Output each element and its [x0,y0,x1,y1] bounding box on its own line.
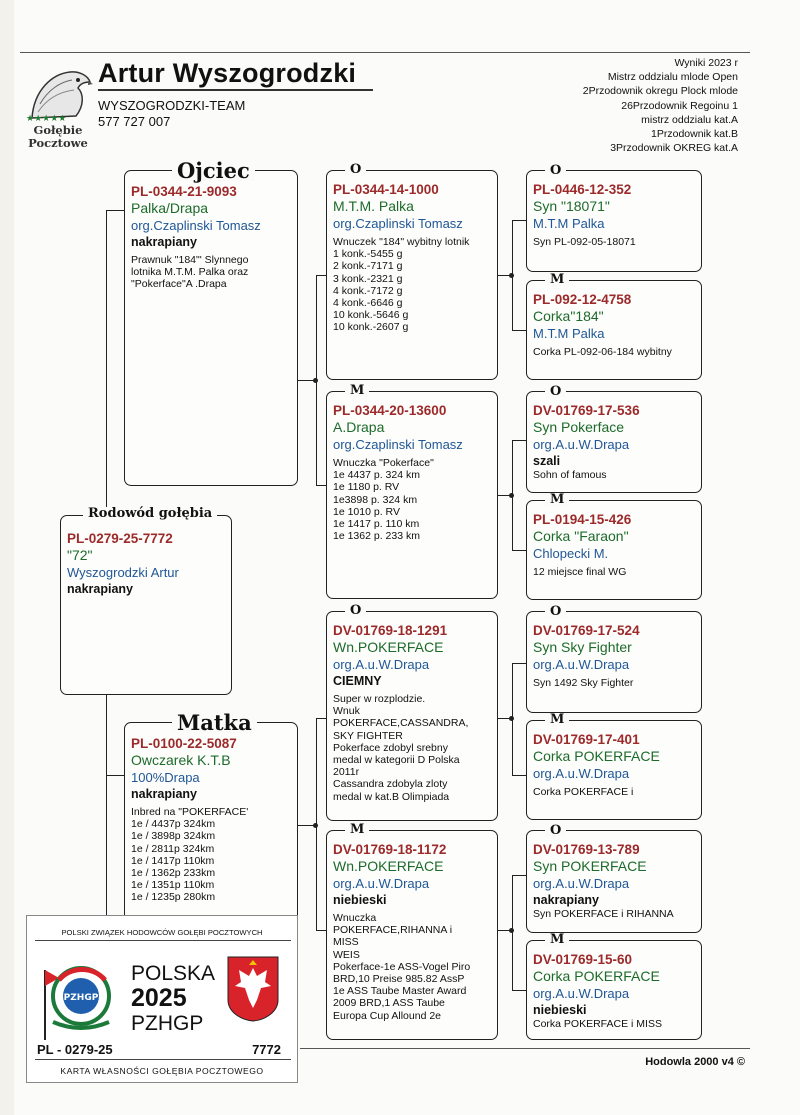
connector-line [512,220,526,221]
card-org-title: POLSKI ZWIĄZEK HODOWCÓW GOŁĘBI POCZTOWYCH [61,928,263,937]
pigeon-name: Palka/Drapa [131,200,209,216]
pigeon-card-mmm [526,940,702,1040]
pigeon-info: 12 miejsce final WG [533,566,627,578]
pigeon-name: "72" [67,547,93,563]
result-line: 26Przodownik Regoinu 1 [621,99,738,112]
connector-line [106,775,124,776]
ring-number: DV-01769-13-789 [533,842,640,857]
pigeon-name: Syn Pokerface [533,419,625,435]
pzhgp-logo-icon [39,952,123,1042]
ring-number: DV-01769-18-1291 [333,623,448,638]
pigeon-info: Corka POKERFACE i MISS [533,1018,662,1030]
pigeon-name: A.Drapa [333,419,385,435]
pigeon-name: Owczarek K.T.B [131,752,231,768]
pigeon-name: Wn.POKERFACE [333,639,444,655]
sire-label: O [545,164,566,177]
breeder: org.A.u.W.Drapa [533,437,630,452]
breeder: org.Czaplinski Tomasz [333,437,463,452]
breeder: org.A.u.W.Drapa [333,657,430,672]
breeder: org.Czaplinski Tomasz [333,216,463,231]
ring-number: PL-0344-21-9093 [131,184,237,199]
footer-text: Hodowla 2000 v4 © [645,1056,745,1068]
ring-number: PL-0279-25-7772 [67,531,173,546]
pigeon-card-mmf [526,830,702,933]
ring-number: PL-092-12-4758 [533,292,632,307]
connector-dot [313,823,318,828]
eagle-emblem-icon [227,956,279,1022]
connector-line [316,930,326,931]
pigeon-info: Syn 1492 Sky Fighter [533,677,634,689]
card-org: PZHGP [131,1012,204,1035]
dam-label: M [345,823,369,836]
result-line: 2Przodownik okregu Plock mlode [582,85,738,98]
ring-number: PL-0194-15-426 [533,512,632,527]
pigeon-card-fff [526,170,702,272]
connector-line [316,718,326,719]
pigeon-card-mm [326,830,498,1040]
connector-line [512,550,526,551]
dam-label: M [545,713,569,726]
ring-number: PL-0344-20-13600 [333,403,447,418]
result-line: Mistrz oddzialu mlode Open [607,71,738,84]
owner-name-underline [98,89,373,91]
pigeon-info: Prawnuk "184"' Slynnego lotnika M.T.M. Palka oraz "Pokerface"A .Drapa [131,254,249,291]
pigeon-card-fmm [526,500,702,600]
pigeon-card-fmf [526,391,702,493]
pigeon-card-subject [60,515,232,695]
color: nakrapiany [131,235,198,249]
connector-line [106,210,124,211]
team-name: WYSZOGRODZKI-TEAM [98,98,246,113]
pigeon-name: Corka POKERFACE [533,968,660,984]
color: szali [533,454,561,468]
pigeon-name: Syn "18071" [533,198,610,214]
breeder: M.T.M Palka [533,216,605,231]
pigeon-name: Syn POKERFACE [533,858,647,874]
sire-label: O [345,604,366,617]
card-divider [35,1059,291,1060]
breeder: org.A.u.W.Drapa [533,986,630,1001]
breeder: org.Czaplinski Tomasz [131,218,261,233]
pigeon-card-mff [526,611,702,713]
connector-line [106,695,107,915]
pigeon-info: Syn PL-092-05-18071 [533,236,636,248]
ownership-card [26,915,298,1083]
connector-dot [509,716,514,721]
connector-line [512,330,526,331]
father-label: Ojciec [172,160,255,181]
card-country: POLSKA [131,962,216,985]
connector-dot [509,493,514,498]
card-year: 2025 [131,984,187,1012]
pigeon-name: Corka"184" [533,308,604,324]
pigeon-info: Super w rozplodzie. Wnuk POKERFACE,CASSANDRA, SKY FIGHTER Pokerface zdobyl srebny medal w kategorii D Polska 2011r Cassandra zdobyla zloty medal w kat.B Olimpiada [333,693,469,803]
phone-number: 577 727 007 [98,114,171,129]
owner-name: Artur Wyszogrodzki [98,58,357,88]
ring-number: DV-01769-17-536 [533,403,640,418]
sire-label: O [545,824,566,837]
ring-number: PL-0446-12-352 [533,182,632,197]
breeder: Wyszogrodzki Artur [67,565,179,580]
ring-number: DV-01769-17-524 [533,623,640,638]
ring-number: DV-01769-17-401 [533,732,640,747]
connector-line [512,990,526,991]
connector-dot [509,273,514,278]
sire-label: O [545,605,566,618]
connector-line [512,663,526,664]
pigeon-card-mfm [526,720,702,820]
svg-text:★★★★★: ★★★★★ [26,114,67,124]
dam-label: M [545,493,569,506]
ring-number: DV-01769-18-1172 [333,842,447,857]
result-line: mistrz oddzialu kat.A [641,113,738,126]
breeder: 100%Drapa [131,770,200,785]
pigeon-name: Corka "Faraon" [533,528,629,544]
pigeon-info: Sohn of famous [533,469,607,481]
pigeon-info: Wnuczek "184" wybitny lotnik 1 konk.-5455 g 2 konk.-7171 g 3 konk.-2321 g 4 konk.-7172 g 4 konk.-6646 g 10 konk.-5646 g 10 konk.-2607 g [333,236,470,334]
connector-dot [509,928,514,933]
breeder: org.A.u.W.Drapa [533,876,630,891]
color: nakrapiany [131,787,198,801]
color: CIEMNY [333,674,382,688]
card-title: KARTA WŁASNOŚCI GOŁĘBIA POCZTOWEGO [60,1066,264,1076]
dam-label: M [545,273,569,286]
result-line: Wyniki 2023 r [674,57,738,69]
pigeon-info: Wnuczka POKERFACE,RIHANNA i MISS WEIS Pokerface-1e ASS-Vogel Piro BRD,10 Preise 985.82 AssP 1e ASS Taube Master Award 2009 BRD,1 ASS Taube Europa Cup Allound 2e [333,912,471,1022]
pigeon-card-father [124,170,298,486]
sire-label: O [545,385,566,398]
pedigree-label: Rodowód gołębia [83,507,217,520]
header-divider [20,52,750,53]
sire-label: O [345,163,366,176]
pigeon-name: Syn Sky Fighter [533,639,632,655]
pigeon-card-ff [326,170,498,380]
card-ring-left: PL - 0279-25 [37,1042,113,1057]
pigeon-name: Corka POKERFACE [533,748,660,764]
pigeon-info: Corka POKERFACE i [533,786,634,798]
pigeon-info: Corka PL-092-06-184 wybitny [533,346,672,358]
breeder: Chlopecki M. [533,546,609,561]
pigeon-card-fm [326,391,498,599]
connector-line [512,440,526,441]
color: nakrapiany [67,582,134,596]
footer-divider [300,1048,750,1049]
pigeon-name: M.T.M. Palka [333,198,414,214]
color: niebieski [333,893,387,907]
dam-label: M [345,384,369,397]
pigeon-card-mother [124,722,298,922]
pigeon-info: Syn POKERFACE i RIHANNA [533,908,674,920]
pigeon-card-mf [326,611,498,821]
card-ring-right: 7772 [252,1042,281,1057]
dam-label: M [545,933,569,946]
connector-line [512,875,526,876]
connector-line [512,775,526,776]
logo-text: Gołębie Pocztowe [28,123,88,150]
breeder: org.A.u.W.Drapa [533,657,630,672]
pigeon-card-ffm [526,280,702,380]
breeder: M.T.M Palka [533,326,605,341]
pigeon-info: Inbred na "POKERFACE' 1e / 4437p 324km 1e / 3898p 324km 1e / 2811p 324km 1e / 1417p 110km 1e / 1362p 233km 1e / 1351p 110km 1e / 1235p 280km [131,806,249,904]
connector-line [316,485,326,486]
connector-dot [313,378,318,383]
breeder: org.A.u.W.Drapa [533,766,630,781]
ring-number: PL-0100-22-5087 [131,736,237,751]
results-list [583,56,738,155]
breeder: org.A.u.W.Drapa [333,876,430,891]
result-line: 3Przodownik OKREG kat.A [610,142,738,155]
connector-line [316,275,326,276]
color: nakrapiany [533,893,600,907]
pigeon-name: Wn.POKERFACE [333,858,444,874]
mother-label: Matka [172,712,257,733]
result-line: 1Przodownik kat.B [651,128,738,141]
ring-number: PL-0344-14-1000 [333,182,439,197]
card-divider [35,940,291,941]
connector-line [106,210,107,515]
pigeon-info: Wnuczka "Pokerface" 1e 4437 p. 324 km 1e 1180 p. RV 1e3898 p. 324 km 1e 1010 p. RV 1e 1417 p. 110 km 1e 1362 p. 233 km [333,457,434,543]
ring-number: DV-01769-15-60 [533,952,633,967]
color: niebieski [533,1003,587,1017]
logo-text: PZHGP [63,993,99,1003]
